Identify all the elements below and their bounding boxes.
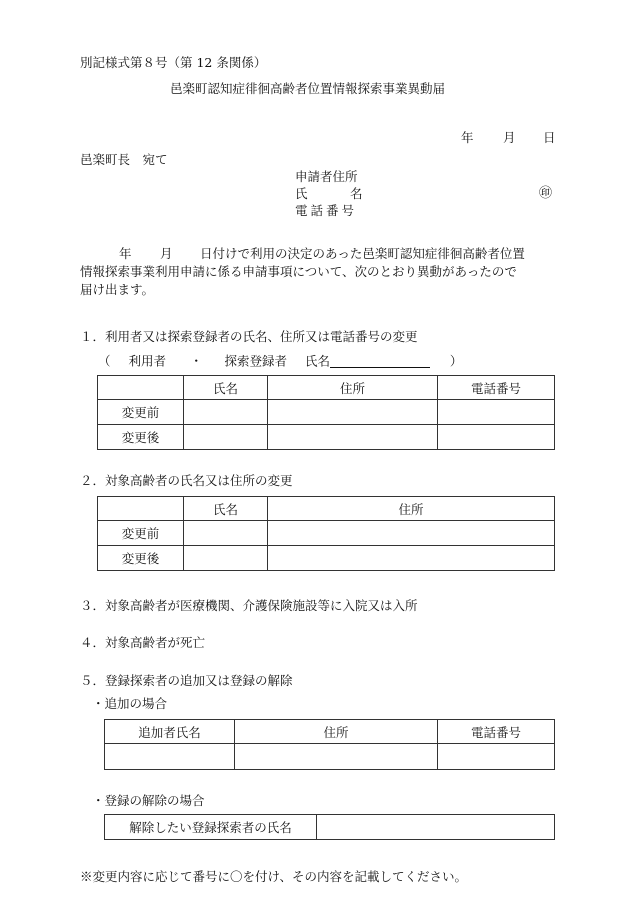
intro-month: 月 xyxy=(160,246,173,261)
s1-row-after-label: 変更後 xyxy=(98,425,184,450)
s2-row-after-label: 変更後 xyxy=(98,546,184,571)
intro-year: 年 xyxy=(119,246,132,261)
applicant-name-label-2: 名 xyxy=(350,186,363,201)
s1-before-phone-cell[interactable] xyxy=(438,400,555,425)
selector-name-label: 氏名 xyxy=(304,353,330,369)
section1-table xyxy=(97,375,555,450)
s1-header-name: 氏名 xyxy=(184,376,268,400)
remove-table xyxy=(104,814,555,840)
s1-after-name-cell[interactable] xyxy=(184,425,268,450)
s2-header-blank xyxy=(98,497,184,521)
s1-after-address-cell[interactable] xyxy=(268,425,438,450)
option-separator: ・ xyxy=(189,353,203,369)
s2-after-address-cell[interactable] xyxy=(268,546,555,571)
applicant-phone-label: 電話番号 xyxy=(295,203,358,218)
remove-case-label: ・登録の解除の場合 xyxy=(92,793,205,808)
intro-text-line2: 情報探索事業利用申請に係る申請事項について、次のとおり異動があったので xyxy=(80,264,517,279)
s1-before-address-cell[interactable] xyxy=(268,400,438,425)
selector-close: ） xyxy=(449,353,463,369)
intro-text-line1: 日付けで利用の決定のあった邑楽町認知症徘徊高齢者位置 xyxy=(200,246,525,261)
selector-name-field[interactable] xyxy=(330,354,430,368)
s1-header-phone: 電話番号 xyxy=(438,376,555,400)
date-day: 日 xyxy=(543,130,556,145)
date-month: 月 xyxy=(503,130,516,145)
applicant-name-label-1: 氏 xyxy=(295,186,308,201)
section1-title: １．利用者又は探索登録者の氏名、住所又は電話番号の変更 xyxy=(80,329,418,344)
add-case-label: ・追加の場合 xyxy=(92,696,168,711)
seal-mark: ㊞ xyxy=(539,186,553,201)
form-number: 別記様式第８号（第 12 条関係） xyxy=(80,55,267,70)
addressee: 邑楽町長 宛て xyxy=(80,152,168,167)
option-user[interactable]: 利用者 xyxy=(128,353,166,369)
add-header-name: 追加者氏名 xyxy=(105,720,235,744)
selector-open: （ xyxy=(98,353,111,369)
section4-title: ４．対象高齢者が死亡 xyxy=(80,635,206,650)
section3-title: ３．対象高齢者が医療機関、介護保険施設等に入院又は入所 xyxy=(80,598,418,613)
s1-row-before-label: 変更前 xyxy=(98,400,184,425)
s1-before-name-cell[interactable] xyxy=(184,400,268,425)
add-phone-cell[interactable] xyxy=(438,744,555,770)
s2-before-name-cell[interactable] xyxy=(184,521,268,546)
add-header-address: 住所 xyxy=(235,720,438,744)
date-year: 年 xyxy=(461,130,474,145)
intro-text-line3: 届け出ます。 xyxy=(80,282,155,297)
document-title: 邑楽町認知症徘徊高齢者位置情報探索事業異動届 xyxy=(170,81,446,96)
section2-table xyxy=(97,496,555,571)
s2-after-name-cell[interactable] xyxy=(184,546,268,571)
s2-header-address: 住所 xyxy=(268,497,555,521)
add-table xyxy=(104,719,555,770)
s2-header-name: 氏名 xyxy=(184,497,268,521)
remove-name-cell[interactable] xyxy=(317,815,555,840)
section1-selector xyxy=(98,354,462,368)
s2-before-address-cell[interactable] xyxy=(268,521,555,546)
s1-after-phone-cell[interactable] xyxy=(438,425,555,450)
add-header-phone: 電話番号 xyxy=(438,720,555,744)
add-address-cell[interactable] xyxy=(235,744,438,770)
footnote: ※変更内容に応じて番号に〇を付け、その内容を記載してください。 xyxy=(80,869,468,884)
section5-title: ５．登録探索者の追加又は登録の解除 xyxy=(80,673,293,688)
s1-header-address: 住所 xyxy=(268,376,438,400)
section2-title: ２．対象高齢者の氏名又は住所の変更 xyxy=(80,473,293,488)
add-name-cell[interactable] xyxy=(105,744,235,770)
applicant-address-label: 申請者住所 xyxy=(295,169,358,184)
remove-label-cell: 解除したい登録探索者の氏名 xyxy=(105,815,317,840)
s2-row-before-label: 変更前 xyxy=(98,521,184,546)
s1-header-blank xyxy=(98,376,184,400)
option-searcher[interactable]: 探索登録者 xyxy=(224,353,287,369)
